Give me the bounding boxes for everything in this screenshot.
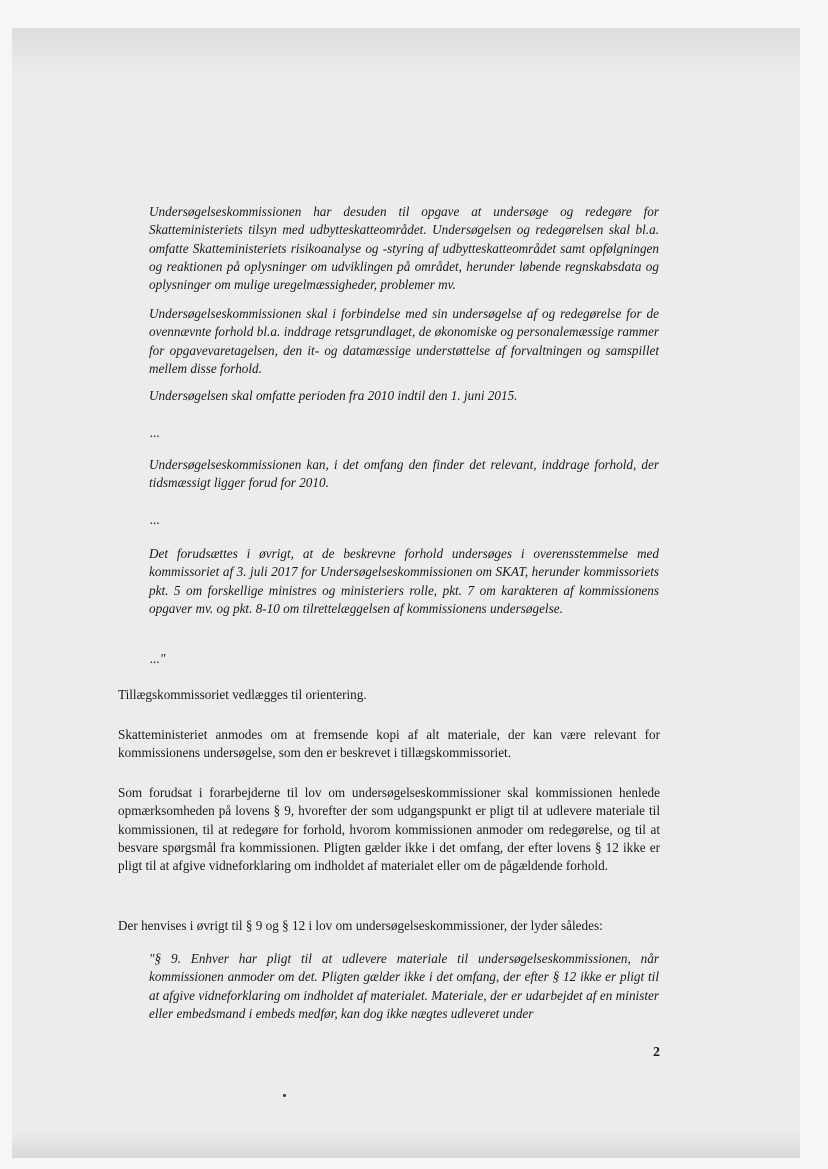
body-paragraph-4: Der henvises i øvrigt til § 9 og § 12 i lov om undersøgelseskommissioner, der lyder således: [118,918,603,933]
body-paragraph-3: Som forudsat i forarbejderne til lov om undersøgelseskommissioner skal kommissionen henlede opmærksomheden på lovens § 9, hvorefter der som udgangspunkt er pligt til at udlevere materiale til kommissionen, til at redegøre for forhold, hvorom kommissionen anmoder om redegørelse, og til at besvare spørgsmål fra kommissionen. Pligten gælder ikke i det omfang, der efter lovens § 12 ikke er pligt til at afgive vidneforklaring om indholdet af materialet eller om de pågældende forhold. [118,785,660,874]
quote-ellipsis-end: ..." [150,651,166,666]
quote-ellipsis-2: ... [150,512,160,527]
body-paragraph-2: Skatteministeriet anmodes om at fremsende kopi af alt materiale, der kan være relevant for kommissionens undersøgelse, som den er beskrevet i tillægskommissoriet. [118,727,660,761]
body-paragraph-1: Tillægskommissoriet vedlægges til orientering. [118,687,367,702]
quote-paragraph-2: Undersøgelseskommissionen skal i forbindelse med sin undersøgelse af og redegørelse for de ovennævnte forhold bl.a. inddrage retsgrundlaget, de økonomiske og personalemæssige rammer for opgavevaretagelsen, den it- og datamæssige understøttelse af forvaltningen og samspillet mellem disse forhold. [149,306,659,376]
scan-speck [283,1094,286,1097]
page-number: 2 [653,1045,660,1060]
quote-paragraph-5: Det forudsættes i øvrigt, at de beskrevne forhold undersøges i overensstemmelse med kommissoriet af 3. juli 2017 for Undersøgelseskommissionen om SKAT, herunder kommissoriets pkt. 5 om forskellige ministres og ministeriers rolle, pkt. 7 om karakteren af kommissionens opgaver mv. og pkt. 8-10 om tilrettelæggelsen af kommissionens undersøgelse. [149,546,659,616]
quote-paragraph-4: Undersøgelseskommissionen kan, i det omfang den finder det relevant, inddrage forhold, der tidsmæssigt ligger forud for 2010. [149,457,659,491]
law-quote-section-9: "§ 9. Enhver har pligt til at udlevere materiale til undersøgelseskommissionen, når kommissionen anmoder om det. Pligten gælder ikke i det omfang, der efter § 12 ikke er pligt til at afgive vidneforklaring om indholdet af materialet. Materiale, der er udarbejdet af en minister eller embedsmand i embeds medfør, kan dog ikke nægtes udleveret under [149,951,659,1021]
quote-paragraph-1: Undersøgelseskommissionen har desuden til opgave at undersøge og redegøre for Skatteministeriets tilsyn med udbytteskatteområdet. Undersøgelsen og redegørelsen skal bl.a. omfatte Skatteministeriets risikoanalyse og -styring af udbytteskatteområdet samt opfølgningen og reaktionen på oplysninger om udviklingen på området, herunder løbende regnskabsdata og oplysninger om mulige uregelmæssigheder, problemer mv. [149,204,659,293]
quote-ellipsis-1: ... [150,425,160,440]
quote-paragraph-3: Undersøgelsen skal omfatte perioden fra 2010 indtil den 1. juni 2015. [149,388,518,403]
